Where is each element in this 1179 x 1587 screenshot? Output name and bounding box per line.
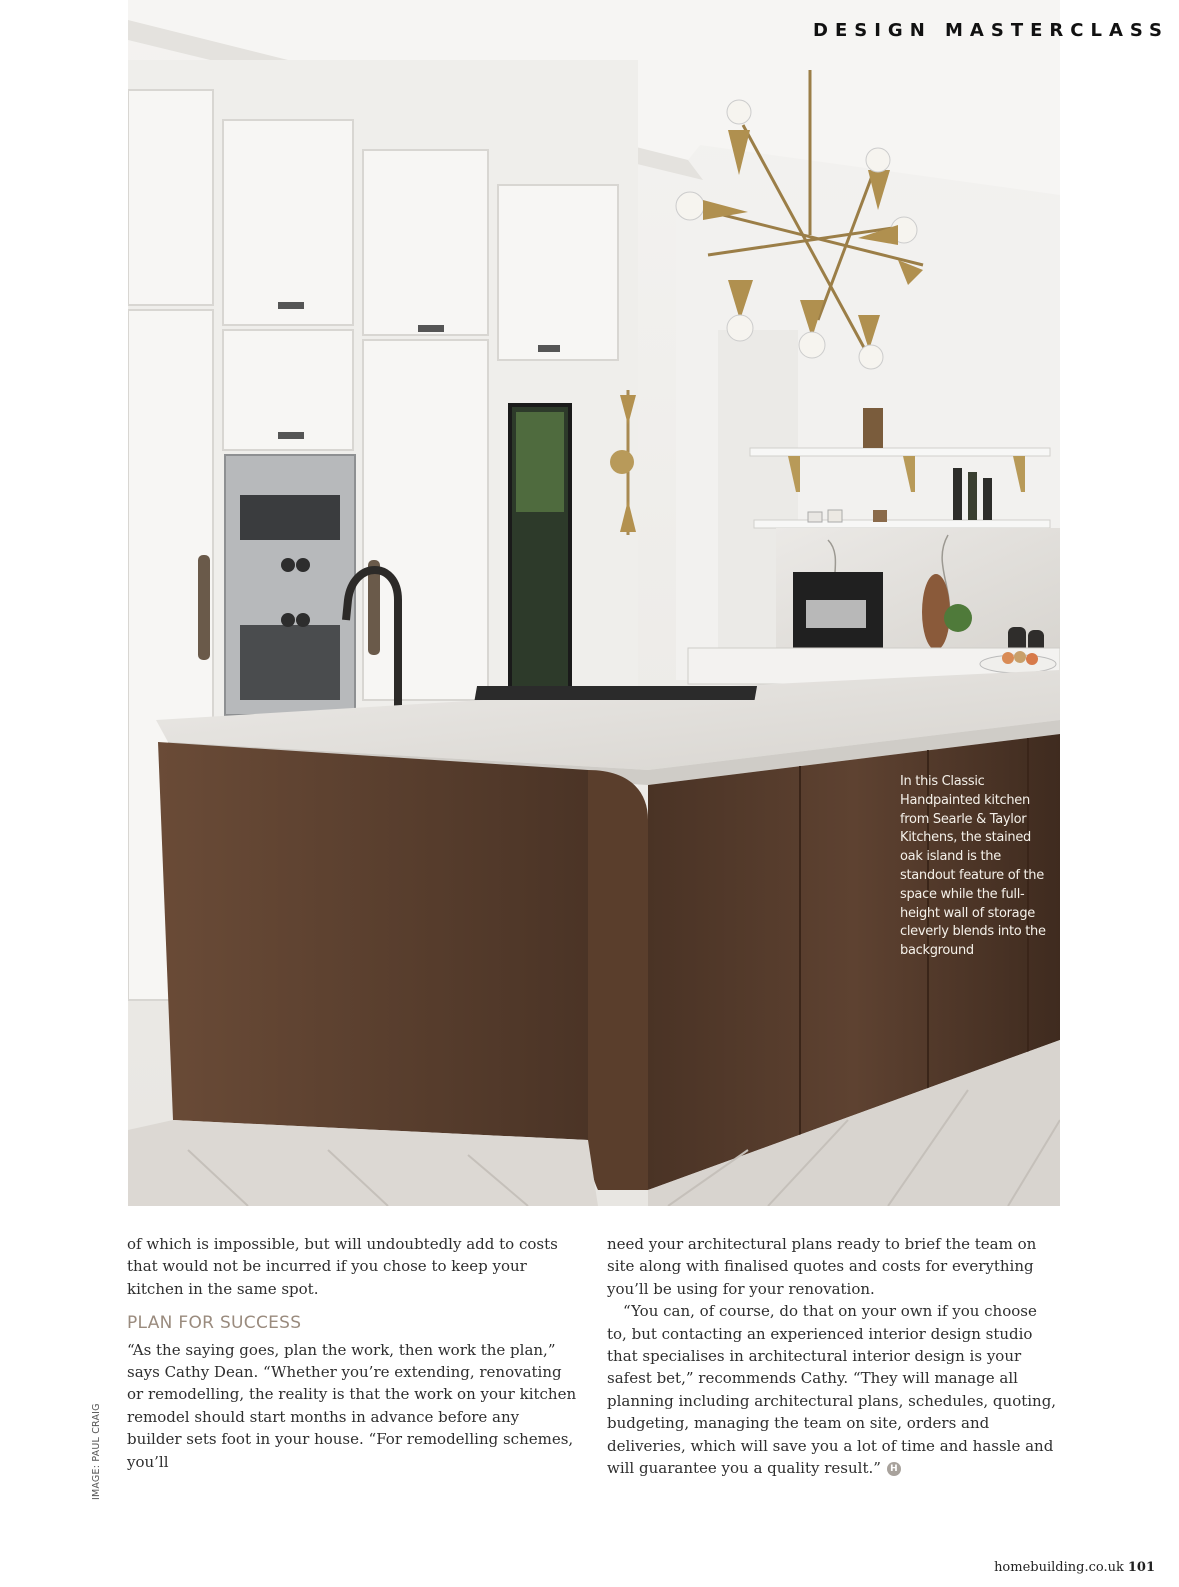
article-column-left xyxy=(127,1233,577,1473)
photo-caption: In this Classic Handpainted kitchen from Searle & Taylor Kitchens, the stained oak island is the standout feature of the space while the full-height wall of storage cleverly blends into the background xyxy=(900,774,1046,959)
image-credit: IMAGE: PAUL CRAIG xyxy=(91,1403,102,1500)
section-subheading: PLAN FOR SUCCESS xyxy=(127,1313,302,1334)
kitchen-photo xyxy=(128,0,1060,1206)
article-paragraph-text: “You can, of course, do that on your own if you choose to, but contacting an experienced interior design studio that specialises in architectural interior design is your safest bet,” recommends Cathy. “They will manage all planning including architectural plans, schedules, quoting, budgeting, managing the team on site, orders and deliveries, which will save you a lot of time and hassle and will guarantee you a quality result.” xyxy=(607,1302,1057,1478)
end-mark-icon: H xyxy=(887,1462,901,1476)
article-paragraph: need your architectural plans ready to brief the team on site along with finalised quotes and costs for everything you’ll be using for your renovation. xyxy=(607,1235,1037,1298)
article-paragraph-final xyxy=(607,1300,1057,1479)
article-paragraph: of which is impossible, but will undoubtedly add to costs that would not be incurred if you chose to keep your kitchen in the same spot. xyxy=(127,1235,558,1298)
page-footer xyxy=(994,1560,1155,1575)
page-number: 101 xyxy=(1127,1560,1155,1575)
footer-website: homebuilding.co.uk xyxy=(994,1560,1124,1575)
section-label: DESIGN MASTERCLASS xyxy=(813,20,1169,41)
article-paragraph: “As the saying goes, plan the work, then work the plan,” says Cathy Dean. “Whether you’re extending, renovating or remodelling, the reality is that the work on your kitchen remodel should start months in advance before any builder sets foot in your house. “For remodelling schemes, you’ll xyxy=(127,1340,577,1471)
article-column-right xyxy=(607,1233,1057,1479)
